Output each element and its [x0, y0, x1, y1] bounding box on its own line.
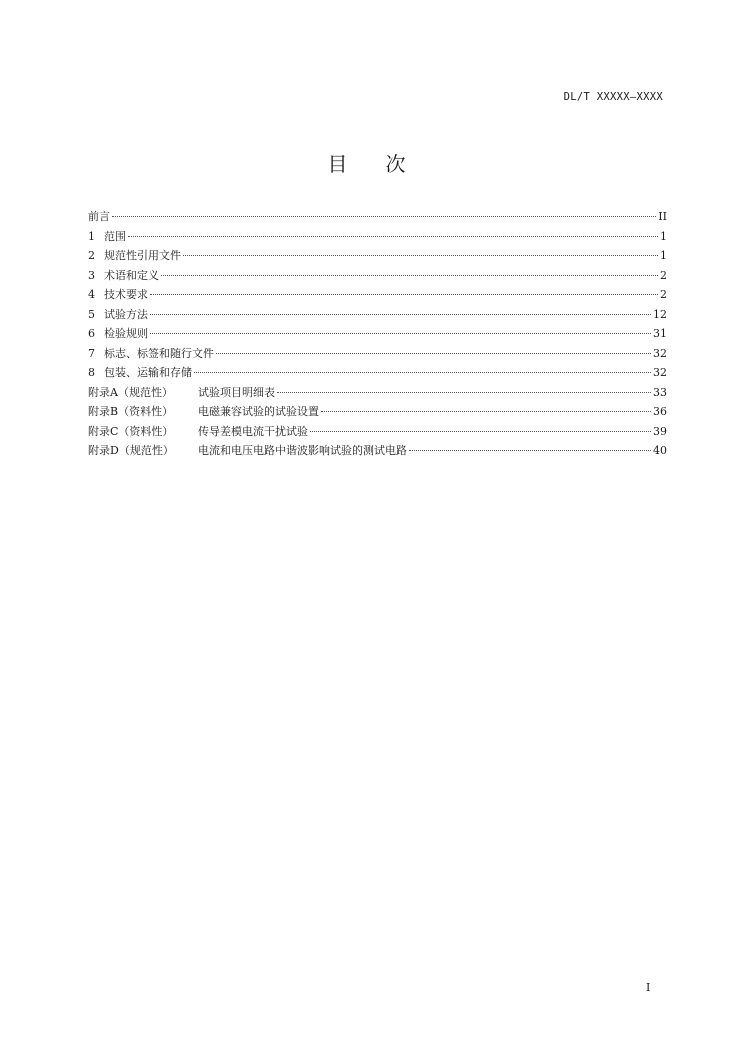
dot-leader: [112, 216, 656, 217]
dot-leader: [277, 392, 651, 393]
toc-entry-label: 试验项目明细表: [198, 385, 275, 399]
toc-entry-number: 4: [88, 288, 95, 301]
toc-entry-3[interactable]: [88, 266, 667, 286]
toc-entry-page: II: [658, 210, 667, 223]
toc-entry-label: 电流和电压电路中谐波影响试验的测试电路: [198, 444, 407, 457]
toc-entry-label: 标志、标签和随行文件: [104, 346, 214, 360]
dot-leader: [310, 431, 651, 432]
dot-leader: [150, 294, 658, 295]
toc-entry-number: 5: [88, 307, 95, 321]
dot-leader: [150, 333, 651, 334]
toc-entry-page: 31: [653, 327, 667, 340]
toc-entry-4[interactable]: [88, 285, 667, 305]
toc-entry-appendix-b[interactable]: [88, 402, 667, 422]
appendix-tag: 附录B（资料性）: [88, 405, 174, 418]
dot-leader: [216, 353, 651, 354]
toc-entry-page: 33: [653, 385, 667, 399]
appendix-tag: 附录D（规范性）: [88, 444, 174, 457]
dot-leader: [161, 275, 658, 276]
toc-entry-2[interactable]: [88, 246, 667, 266]
toc-entry-5[interactable]: [88, 305, 667, 325]
toc-entry-page: 1: [660, 249, 667, 262]
toc-entry-label: 试验方法: [104, 307, 148, 321]
toc-entry-page: 2: [660, 268, 667, 282]
toc-entry-page: 32: [653, 346, 667, 360]
toc-entry-number: 2: [88, 249, 95, 262]
toc-entry-number: 1: [88, 229, 95, 243]
toc-entry-appendix-a[interactable]: [88, 383, 667, 403]
dot-leader: [150, 314, 651, 315]
page-title: 目次: [327, 152, 444, 176]
toc-entry-page: 12: [653, 307, 667, 321]
appendix-tag: 附录C（资料性）: [88, 424, 174, 438]
toc-entry-label: 传导差模电流干扰试验: [198, 424, 308, 438]
page-number: I: [646, 981, 651, 994]
toc-entry-number: 7: [88, 346, 95, 360]
toc-entry-label: 范围: [104, 229, 126, 243]
toc-entry-label: 技术要求: [104, 288, 148, 301]
toc-entry-page: 2: [660, 288, 667, 301]
toc-entry-label: 检验规则: [104, 327, 148, 340]
toc-entry-number: 8: [88, 366, 95, 379]
toc-entry-page: 40: [653, 444, 667, 457]
toc-entry-label: 电磁兼容试验的试验设置: [198, 405, 319, 418]
dot-leader: [194, 372, 651, 373]
toc-entry-number: 3: [88, 268, 95, 282]
toc-entry-7[interactable]: [88, 344, 667, 364]
toc-entry-appendix-d[interactable]: [88, 441, 667, 461]
dot-leader: [321, 411, 651, 412]
toc-entry-page: 32: [653, 366, 667, 379]
table-of-contents: [88, 207, 667, 461]
toc-entry-appendix-c[interactable]: [88, 422, 667, 442]
toc-entry-number: 6: [88, 327, 95, 340]
toc-entry-1[interactable]: [88, 227, 667, 247]
appendix-tag: 附录A（规范性）: [88, 385, 173, 399]
toc-entry-label: 前言: [88, 210, 110, 223]
toc-entry-label: 规范性引用文件: [104, 249, 181, 262]
dot-leader: [409, 450, 651, 451]
dot-leader: [128, 236, 658, 237]
toc-entry-preface[interactable]: [88, 207, 667, 227]
dot-leader: [183, 255, 658, 256]
toc-entry-page: 39: [653, 424, 667, 438]
toc-entry-6[interactable]: [88, 324, 667, 344]
toc-entry-label: 包装、运输和存储: [104, 366, 192, 379]
document-code: DL/T XXXXX—XXXX: [563, 91, 663, 103]
toc-entry-label: 术语和定义: [104, 268, 159, 282]
toc-entry-8[interactable]: [88, 363, 667, 383]
toc-entry-page: 1: [660, 229, 667, 243]
toc-entry-page: 36: [653, 405, 667, 418]
